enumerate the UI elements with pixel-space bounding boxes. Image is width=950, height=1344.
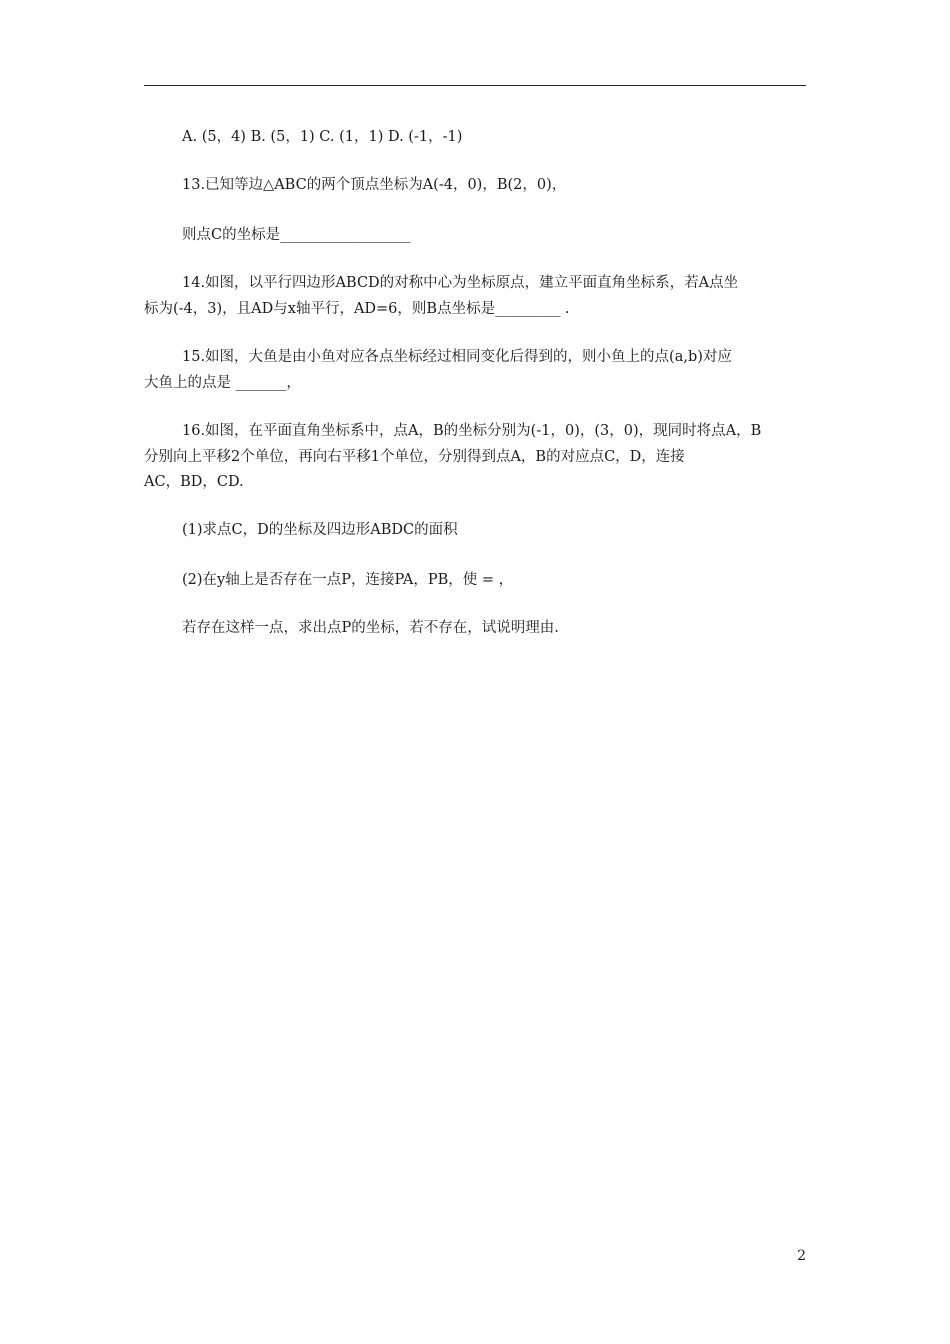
q16-line2: 分别向上平移2个单位，再向右平移1个单位，分别得到点A，B的对应点C，D，连接 [144, 449, 685, 465]
q16-part2: (2)在y轴上是否存在一点P，连接PA，PB，使 = ， [182, 572, 514, 588]
header-rule [144, 85, 806, 86]
q12-options: A. (5，4) B. (5，1) C. (1，1) D. (-1，-1) [182, 129, 463, 145]
q15-line1: 15.如图，大鱼是由小鱼对应各点坐标经过相同变化后得到的，则小鱼上的点(a,b)对应 [182, 349, 732, 365]
q13-line2: 则点C的坐标是__________________ [182, 227, 411, 243]
page-number: 2 [797, 1248, 806, 1264]
q15-line2: 大鱼上的点是 _______， [144, 375, 301, 391]
q13-line1: 13.已知等边△ABC的两个顶点坐标为A(-4，0)，B(2，0)， [182, 177, 567, 193]
q14-line2: 标为(-4，3)，且AD与x轴平行，AD=6，则B点坐标是_________ . [144, 301, 570, 317]
q16-part1: (1)求点C，D的坐标及四边形ABDC的面积 [182, 522, 458, 538]
q16-line1: 16.如图，在平面直角坐标系中，点A，B的坐标分别为(-1，0)，(3，0)，现同时将点A，B [182, 423, 762, 439]
q16-line3: AC，BD，CD. [144, 474, 244, 490]
q16-part2-continuation: 若存在这样一点，求出点P的坐标，若不存在，试说明理由. [182, 620, 559, 636]
q14-line1: 14.如图，以平行四边形ABCD的对称中心为坐标原点，建立平面直角坐标系，若A点坐 [182, 275, 739, 291]
